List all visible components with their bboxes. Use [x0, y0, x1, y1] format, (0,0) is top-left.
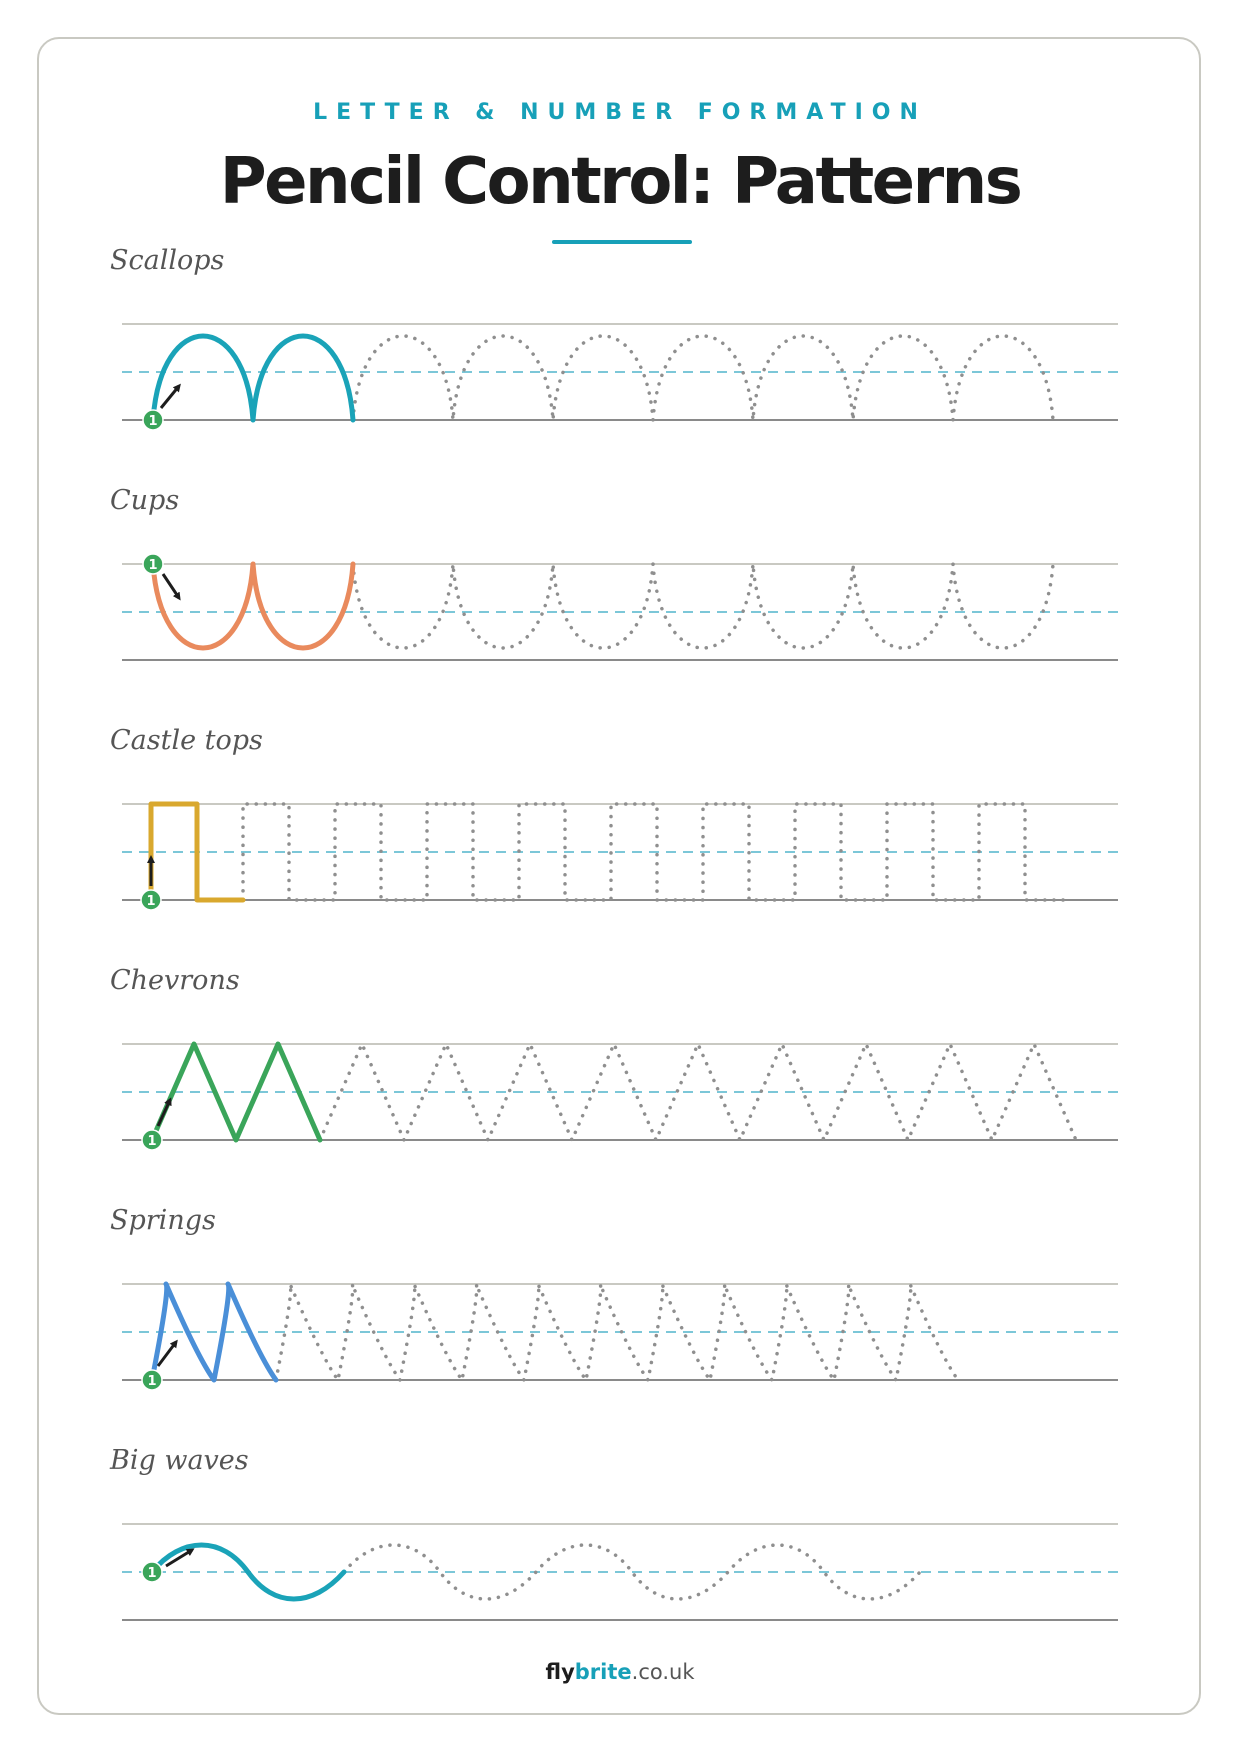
start-step-number-chevrons: 1 — [147, 1134, 157, 1149]
page-title: Pencil Control: Patterns — [219, 145, 1021, 219]
brand-domain: .co.uk — [631, 1660, 695, 1684]
trace-dotted-scallops — [353, 336, 1053, 420]
brand-brite: brite — [574, 1660, 632, 1684]
direction-arrow-cups — [163, 574, 179, 598]
start-step-number-cups: 1 — [148, 558, 158, 573]
brand-fly: fly — [545, 1660, 575, 1684]
worksheet-kicker: LETTER & NUMBER FORMATION — [313, 100, 927, 125]
start-step-number-castle-tops: 1 — [146, 894, 156, 909]
start-step-number-big-waves: 1 — [147, 1566, 157, 1581]
example-stroke-scallops — [153, 336, 353, 420]
footer-brand — [0, 1660, 1240, 1684]
row-label-chevrons: Chevrons — [110, 965, 240, 996]
start-step-number-scallops: 1 — [148, 414, 158, 429]
row-label-scallops: Scallops — [110, 245, 225, 276]
direction-arrow-chevrons — [158, 1100, 170, 1126]
direction-arrow-scallops — [161, 386, 179, 408]
row-label-big-waves: Big waves — [110, 1445, 249, 1476]
trace-dotted-cups — [353, 564, 1053, 648]
row-label-springs: Springs — [110, 1205, 216, 1236]
row-label-castle-tops: Castle tops — [110, 725, 263, 756]
row-label-cups: Cups — [110, 485, 180, 516]
example-stroke-cups — [153, 564, 353, 648]
start-step-number-springs: 1 — [147, 1374, 157, 1389]
